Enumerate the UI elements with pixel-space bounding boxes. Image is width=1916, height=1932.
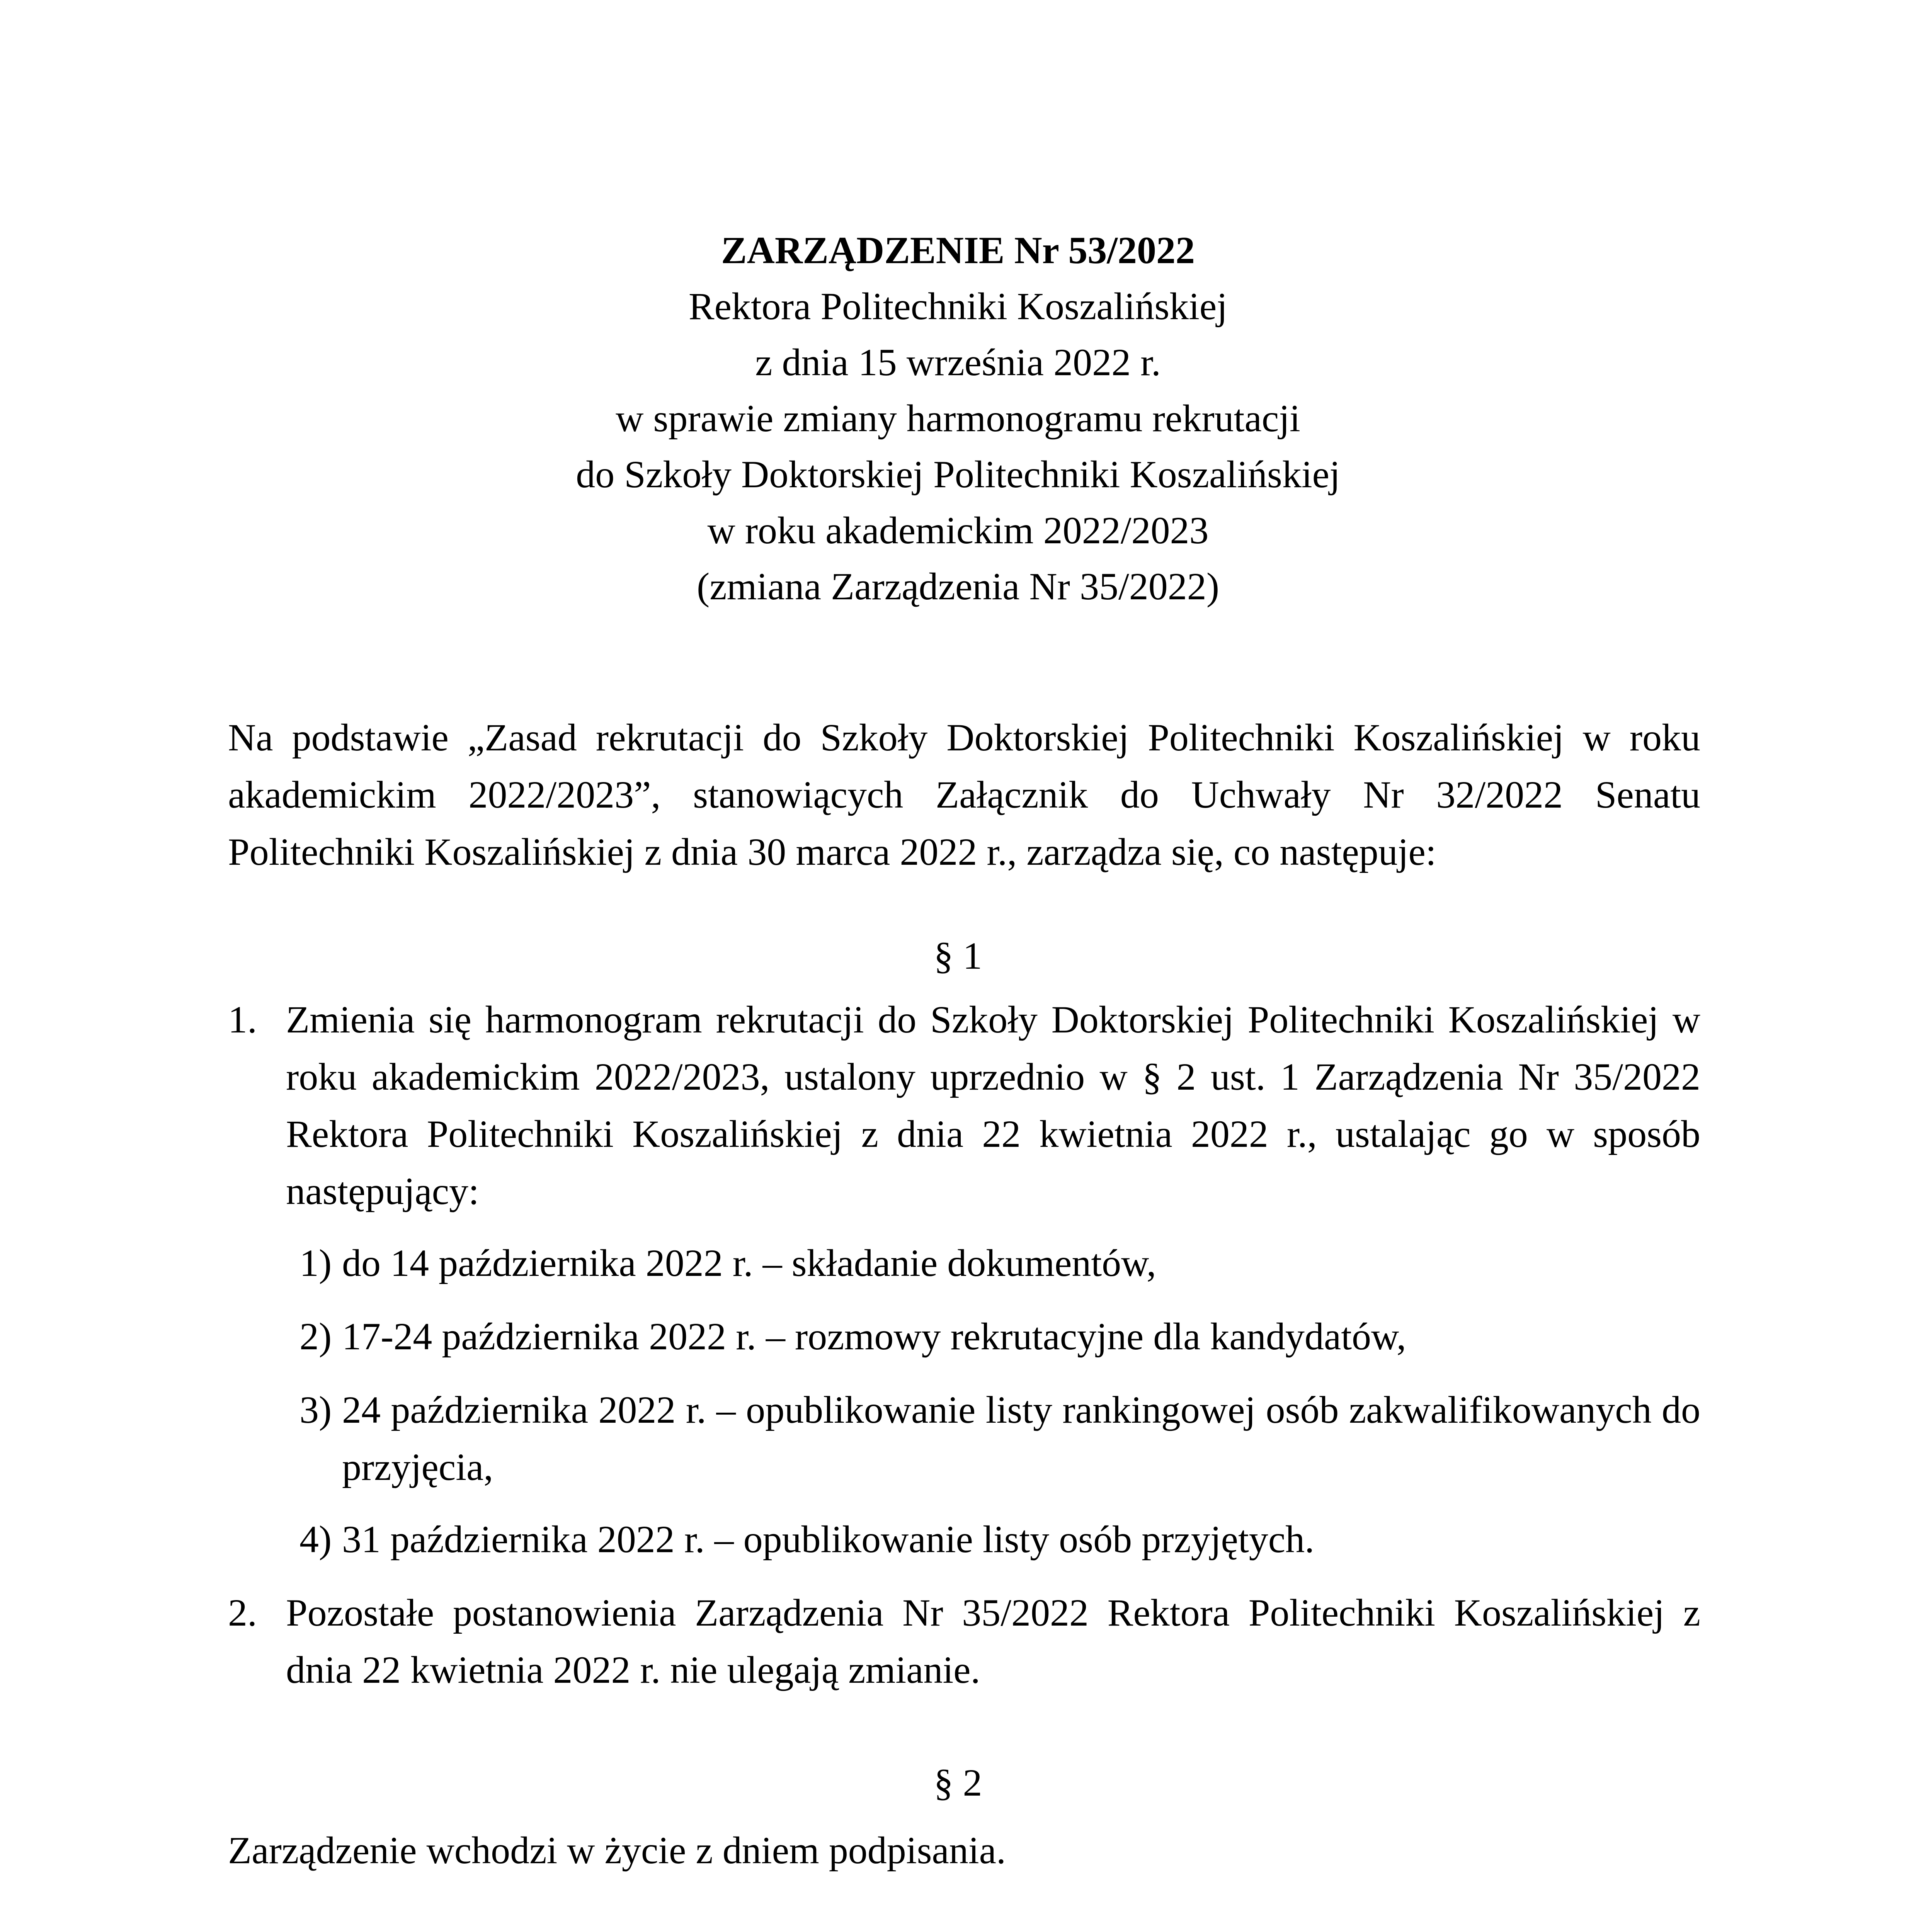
document-header (0, 222, 1916, 614)
subject-line-2: do Szkoły Doktorskiej Politechniki Koszalińskiej (576, 453, 1340, 496)
issuer-line: Rektora Politechniki Koszalińskiej (688, 285, 1228, 328)
schedule-item-1 (299, 1235, 1700, 1292)
item-number: 2. (228, 1591, 257, 1634)
schedule-item-number: 1) (299, 1242, 332, 1284)
schedule-item-number: 2) (299, 1315, 332, 1358)
section-2-text: Zarządzenie wchodzi w życie z dniem podpisania. (228, 1829, 1006, 1872)
schedule-item-text: 31 października 2022 r. – opublikowanie listy osób przyjętych. (342, 1518, 1315, 1561)
subject-line-3: w roku akademickim 2022/2023 (707, 509, 1209, 552)
item-number: 1. (228, 998, 257, 1041)
schedule-item-text: 24 października 2022 r. – opublikowanie listy rankingowej osób zakwalifikowanych do przyjęcia, (342, 1388, 1700, 1488)
schedule-item-4 (299, 1511, 1700, 1568)
document-title: ZARZĄDZENIE Nr 53/2022 (721, 229, 1195, 272)
amendment-note: (zmiana Zarządzenia Nr 35/2022) (696, 565, 1220, 608)
section-2-heading: § 2 (934, 1761, 982, 1804)
section-1-item-1 (228, 991, 1700, 1220)
item-text: Zmienia się harmonogram rekrutacji do Szkoły Doktorskiej Politechniki Koszalińskiej w roku akademickim 2022/2023, ustalony uprzednio w § 2 ust. 1 Zarządzenia Nr 35/2022 Rektora Politechniki Koszalińskiej z dnia 22 kwietnia 2022 r., ustalając go w sposób następujący: (286, 998, 1700, 1213)
subject-line-1: w sprawie zmiany harmonogramu rekrutacji (616, 397, 1300, 440)
schedule-item-text: 17-24 października 2022 r. – rozmowy rekrutacyjne dla kandydatów, (342, 1315, 1406, 1358)
section-1-item-2 (228, 1584, 1700, 1699)
schedule-item-number: 3) (299, 1388, 332, 1431)
schedule-item-number: 4) (299, 1518, 332, 1561)
section-1-heading: § 1 (934, 934, 982, 977)
intro-paragraph: Na podstawie „Zasad rekrutacji do Szkoły Doktorskiej Politechniki Koszalińskiej w roku akademickim 2022/2023”, stanowiących Załącznik do Uchwały Nr 32/2022 Senatu Politechniki Koszalińskiej z dnia 30 marca 2022 r., zarządza się, co następuje: (228, 716, 1700, 873)
schedule-item-text: do 14 października 2022 r. – składanie dokumentów, (342, 1242, 1156, 1284)
date-line: z dnia 15 września 2022 r. (755, 341, 1161, 384)
schedule-item-2 (299, 1308, 1700, 1365)
item-text: Pozostałe postanowienia Zarządzenia Nr 35/2022 Rektora Politechniki Koszalińskiej z dnia 22 kwietnia 2022 r. nie ulegają zmianie. (286, 1591, 1700, 1691)
schedule-item-3 (299, 1381, 1700, 1496)
